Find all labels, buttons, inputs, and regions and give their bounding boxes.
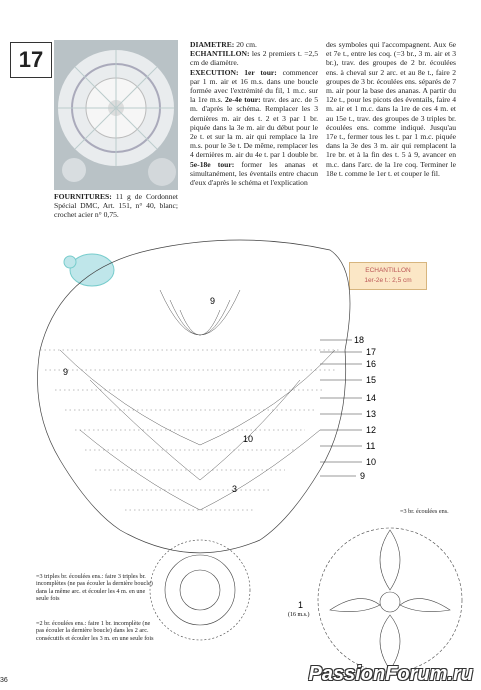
diameter-line	[190, 40, 318, 49]
pattern-number: 17	[10, 42, 52, 78]
row-number: 12	[366, 425, 377, 435]
round5-18-label: 5e-18e tour:	[190, 159, 235, 169]
row10-label: 10	[243, 434, 254, 444]
overview-diagram	[318, 528, 462, 672]
page-number: 36	[0, 677, 8, 684]
supplies-heading: FOURNITURES:	[54, 192, 112, 201]
row9-label: 9	[210, 296, 216, 306]
diameter-value: 20 cm.	[234, 40, 257, 49]
stitch-marks	[40, 350, 340, 510]
round5-18-text: former les ananas et simultanément, les éventails entre chacun d'eux d'après le schéma et l'explication	[190, 159, 318, 188]
supplies-body: 11 g de Cordonnet Spécial DMC, Art. 151, n° 40, blanc; crochet acier n° 0,75.	[54, 192, 178, 219]
pineapple-lines	[60, 290, 335, 510]
round2-4-text: trav. des arc. de 5 m. d'après le schéma. Remplacer les 3 dernières m. air des t. 2 et 3 par 1 br. piquée dans la 3e m. air du début pour le 2e t. et sur la m. air qui remplace la 1re m.s. pour le 3e t. De même, remplacer les 4 dernières m. air du 4e t. par 1 double br.	[190, 95, 318, 160]
center-note: (16 m.s.)	[288, 612, 310, 618]
row-numbers	[354, 335, 376, 481]
row-number: 17	[366, 347, 377, 357]
sample-line	[190, 49, 318, 67]
legend-3br: =3 br. écoulées ens.	[400, 508, 449, 515]
sample-value: les 2 premiers t. =2,5 cm de diamètre.	[190, 49, 318, 68]
row-number: 9	[360, 471, 366, 481]
watermark: PassionForum.ru	[308, 663, 473, 685]
legend-2br: =2 br. écoulées ens.: faire 1 br. incomplète (ne pas écouler la dernière boucle) dans les 2 arc. consécutifs et écouler les 3 m. en une seule fois	[36, 620, 154, 642]
instructions-column-2: des symboles qui l'accompagnent. Aux 6e et 7e t., entre les coq. (=3 br., 3 m. air et 3 br.), trav. des groupes de 2 br. écoulées ens. à cheval sur 2 arc. et au 8e t., faire 2 groupes de 3 br. écoulées ens. séparés de 7 m. air pour la base des ananas. A partir du 12e t., pour les picots des éventails, faire 4 m. air et 1 m.c. dans la 1re de ces 4 m. et au 15e t., trav. des groupes de 3 triples br. écoulées ens. comme indiqué. Jusqu'au 17e t., fermer tous les t. par 1 m.c. piquée dans la 3e des 3 m. air qui remplacent la 1re br. et à la fin des t. 5 à 9, avancer en m.c. dans l'arc. de la 1re coq. Terminer le 18e t. comme le 1er t. et couper le fil.	[326, 40, 456, 178]
execution-label: EXECUTION: 1er tour:	[190, 67, 277, 77]
center-label: 1	[298, 600, 304, 610]
center-rounds	[150, 540, 250, 640]
diameter-label: DIAMETRE:	[190, 40, 235, 49]
sample-box-title: ECHANTILLON	[365, 267, 411, 274]
row-number: 11	[366, 441, 376, 451]
row-number-leaders	[320, 340, 362, 476]
round2-4-label: 2e-4e tour:	[224, 95, 261, 105]
row-number: 13	[366, 409, 377, 419]
turtle-icon	[64, 254, 114, 286]
execution-round1: commencer par 1 m. air et 16 m.s. dans une boucle formée avec l'extrémité du fil, 1 m.c. sur la 1re m.s.	[190, 67, 318, 105]
row-number: 14	[366, 393, 377, 403]
row-number: 10	[366, 457, 377, 467]
row-number: 15	[366, 375, 377, 385]
chart-outline	[38, 240, 351, 553]
instructions-column-1	[190, 40, 318, 187]
legend-triple: =3 triples br. écoulées ens.: faire 3 triples br. incomplètes (ne pas écouler la dernière boucle) dans la même arc. et écouler les 4 m. en une seule fois	[36, 573, 153, 603]
row9b-label: 9	[63, 367, 69, 377]
supplies-text	[54, 192, 178, 219]
doily-photo-illustration	[54, 40, 178, 190]
sample-box-subtitle: 1er-2e t.: 2,5 cm	[364, 277, 412, 284]
execution-text	[190, 68, 318, 188]
row3-label: 3	[232, 484, 238, 494]
row-number: 16	[366, 359, 377, 369]
doily-photo	[54, 40, 178, 190]
sample-label: ECHANTILLON:	[190, 49, 250, 59]
row-number: 18	[354, 335, 365, 345]
